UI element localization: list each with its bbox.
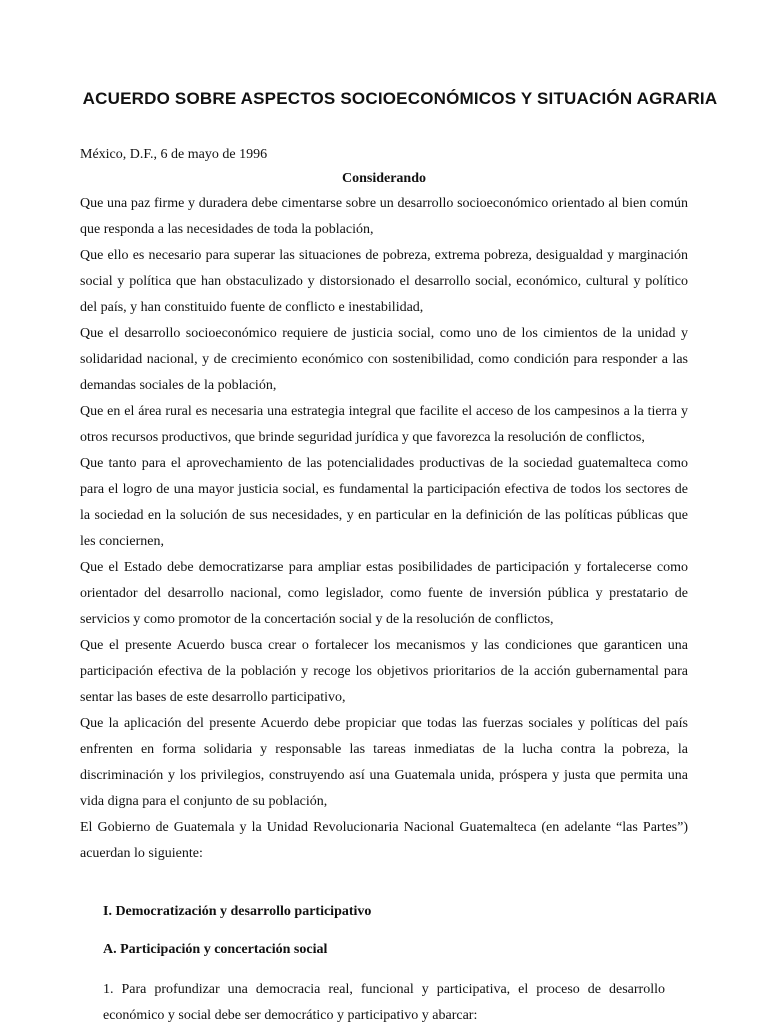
paragraph: Que el presente Acuerdo busca crear o fortalecer los mecanismos y las condiciones que garanticen una participación efectiva de la población y recoge los objetivos prioritarios de la acción gubernamental para sentar las bases de este desarrollo participativo, <box>80 638 688 705</box>
section-1-heading: I. Democratización y desarrollo participativo <box>103 904 372 919</box>
paragraph: Que en el área rural es necesaria una estrategia integral que facilite el acceso de los campesinos a la tierra y otros recursos productivos, que brinde seguridad jurídica y que favorezca la resolución de conflictos, <box>80 404 688 445</box>
considerando-heading: Considerando <box>341 171 427 186</box>
item-1-text: 1. Para profundizar una democracia real, funcional y participativa, el proceso de desarrollo económico y social debe ser democrático y participativo y abarcar: <box>103 982 665 1023</box>
paragraph: Que ello es necesario para superar las situaciones de pobreza, extrema pobreza, desigualdad y marginación social y política que han obstaculizado y distorsionado el desarrollo social, económico, cultural y político del país, y han constituido fuente de conflicto e inestabilidad, <box>80 248 688 315</box>
paragraph: Que el Estado debe democratizarse para ampliar estas posibilidades de participación y fortalecerse como orientador del desarrollo nacional, como legislador, como fuente de inversión pública y prestatario de servicios y como promotor de la concertación social y de la resolución de conflictos, <box>80 560 688 627</box>
paragraph: Que el desarrollo socioeconómico requiere de justicia social, como uno de los cimientos de la unidad y solidaridad nacional, y de crecimiento económico con sostenibilidad, como condición para responder a las demandas sociales de la población, <box>80 326 688 393</box>
paragraph: Que tanto para el aprovechamiento de las potencialidades productivas de la sociedad guatemalteca como para el logro de una mayor justicia social, es fundamental la participación efectiva de todos los sectores de la sociedad en la solución de sus necesidades, y en particular en la definición de las políticas públicas que les conciernen, <box>80 456 688 549</box>
considerando-body <box>80 191 688 867</box>
date-line: México, D.F., 6 de mayo de 1996 <box>80 147 268 162</box>
paragraph: Que una paz firme y duradera debe cimentarse sobre un desarrollo socioeconómico orientado al bien común que responda a las necesidades de toda la población, <box>80 196 688 237</box>
document-title: ACUERDO SOBRE ASPECTOS SOCIOECONÓMICOS Y SITUACIÓN AGRARIA <box>82 89 718 108</box>
paragraph: Que la aplicación del presente Acuerdo debe propiciar que todas las fuerzas sociales y políticas del país enfrenten en forma solidaria y responsable las tareas inmediatas de la lucha contra la pobreza, la discriminación y los privilegios, construyendo así una Guatemala unida, próspera y justa que permita una vida digna para el conjunto de su población, <box>80 716 688 809</box>
paragraph: El Gobierno de Guatemala y la Unidad Revolucionaria Nacional Guatemalteca (en adelante “las Partes”) acuerdan lo siguiente: <box>80 820 688 861</box>
section-a-heading: A. Participación y concertación social <box>103 942 328 957</box>
